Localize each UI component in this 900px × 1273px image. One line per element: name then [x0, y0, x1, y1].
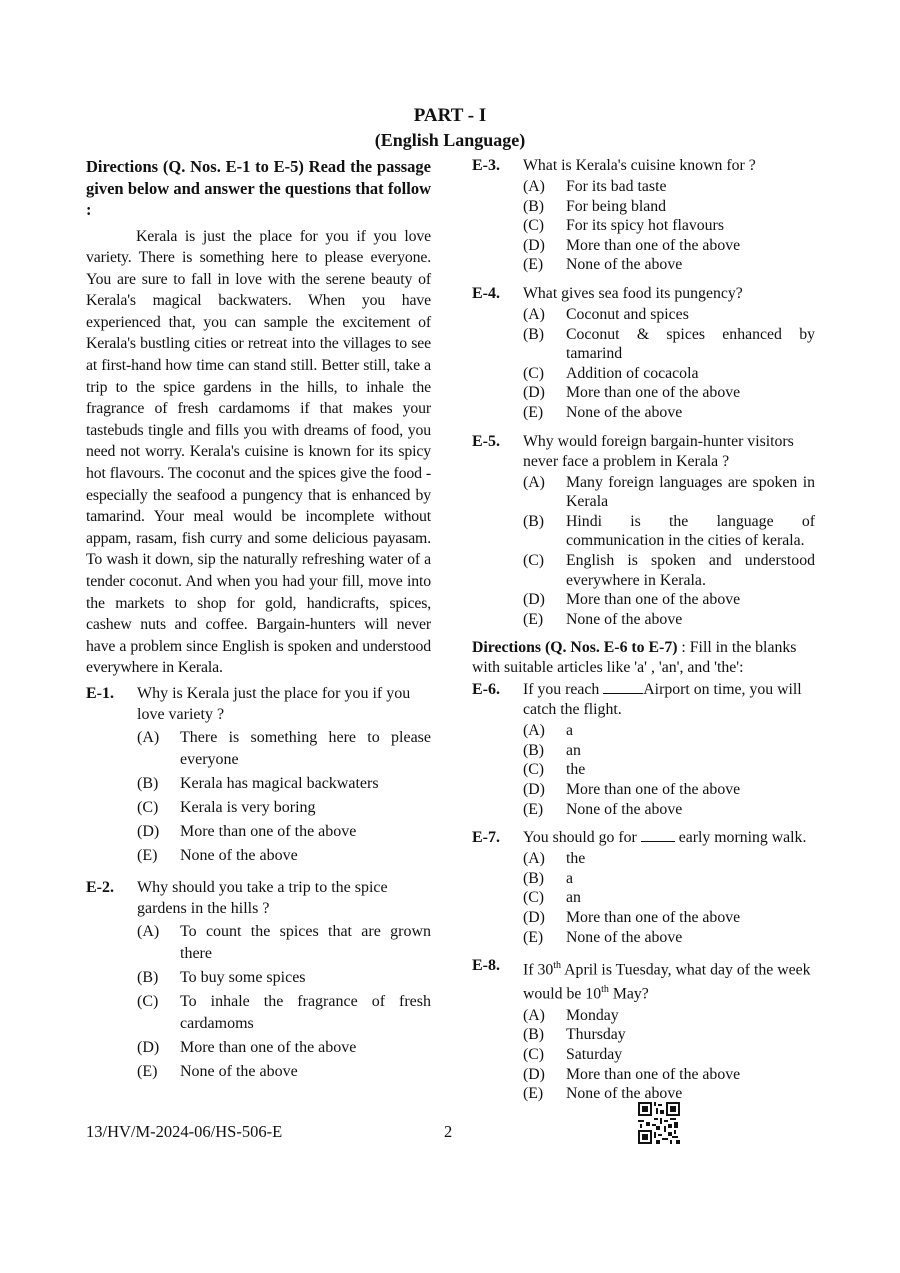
option-d — [137, 821, 431, 843]
option-label: (D) — [523, 236, 545, 254]
option-text: More than one of the above — [180, 822, 357, 840]
question-e-3 — [472, 156, 815, 275]
option-a — [523, 305, 815, 325]
option-text: the — [566, 850, 586, 868]
question-text: What is Kerala's cuisine known for ? — [523, 157, 756, 174]
option-text: More than one of the above — [566, 1065, 741, 1083]
option-label: (B) — [523, 741, 545, 759]
question-e7 — [472, 828, 815, 947]
option-b — [137, 773, 431, 795]
option-text: Addition of cocacola — [566, 364, 699, 382]
option-text: a — [566, 869, 574, 887]
option-text: None of the above — [566, 1085, 683, 1103]
option-label: (A) — [523, 473, 545, 491]
option-label: (C) — [523, 364, 545, 382]
option-text: To buy some spices — [180, 968, 306, 986]
option-label: (B) — [137, 968, 159, 986]
option-d — [523, 1065, 815, 1085]
option-text: an — [566, 889, 581, 907]
option-label: (E) — [523, 403, 544, 421]
option-text: None of the above — [566, 610, 683, 628]
directions-articles-bold: Directions (Q. Nos. E-6 to E-7) — [472, 639, 678, 657]
option-label: (D) — [523, 1065, 545, 1083]
option-text: To inhale the fragrance of fresh cardamoms — [180, 992, 431, 1032]
question-number: E-1. — [86, 684, 114, 702]
left-questions — [86, 683, 431, 1083]
passage-text: Kerala is just the place for you if you love variety. There is something here to please everyone. You are sure to fall in love with the serene beauty of Kerala's magical backwaters. When you have experienced that, you can sample the excitement of Kerala's bustling cities or retreat into the villages to see at first-hand how time can stand still. Better still, take a trip to the spice gardens in the hills, to inhale the fragrance of fresh cardamoms if that makes your tastebuds tingle and fills you with dreams of food, you need not worry. Kerala's cuisine is known for its spicy hot flavours. The coconut and the spices give the food - especially the seafood a pungency that is enhanced by tamarind. Your meal would be incomplete without appam, rasam, fish curry and some delicious payasam. To wash it down, sip the naturally refreshing water of a tender coconut. And when you had your fill, move into the markets to shop for gold, handicrafts, spices, cashew nuts and coffee. Bargain-hunters will never have a problem since English is spoken and understood everywhere in Kerala. — [86, 227, 431, 677]
question-text: What gives sea food its pungency? — [523, 284, 743, 302]
question-text: Why should you take a trip to the spice gardens in the hills ? — [137, 878, 388, 918]
option-b — [523, 512, 815, 551]
option-text: Many foreign languages are spoken in Kerala — [566, 473, 815, 511]
option-d — [523, 780, 815, 800]
option-text: the — [566, 761, 586, 779]
option-text: None of the above — [180, 846, 298, 864]
reading-passage — [86, 226, 431, 679]
question-number: E-5. — [472, 432, 500, 450]
option-c — [137, 991, 431, 1035]
options-list — [137, 921, 431, 1083]
option-c — [523, 364, 815, 384]
question-number: E-2. — [86, 878, 114, 896]
option-b — [523, 325, 815, 364]
option-b — [523, 1025, 815, 1045]
option-text: More than one of the above — [180, 1038, 357, 1056]
option-label: (E) — [523, 928, 544, 946]
option-a — [523, 849, 815, 869]
option-text: More than one of the above — [566, 384, 741, 402]
option-label: (E) — [523, 1085, 544, 1103]
blank-line — [641, 841, 675, 842]
option-e — [137, 845, 431, 867]
blank-line — [603, 693, 643, 694]
option-text: More than one of the above — [566, 591, 741, 609]
option-text: an — [566, 741, 581, 759]
option-text: Coconut & spices enhanced by tamarind — [566, 325, 815, 363]
option-label: (B) — [523, 512, 545, 530]
option-text: English is spoken and understood everywhere in Kerala. — [566, 551, 815, 589]
page-number: 2 — [444, 1122, 453, 1141]
option-label: (A) — [137, 728, 160, 746]
option-label: (B) — [137, 774, 159, 792]
question-number: E-4. — [472, 284, 500, 302]
option-d — [523, 383, 815, 403]
option-c — [137, 797, 431, 819]
options-list — [523, 721, 815, 819]
option-text: Kerala is very boring — [180, 798, 316, 816]
option-text: More than one of the above — [566, 781, 741, 799]
option-text: For its bad taste — [566, 178, 667, 195]
paper-code: 13/HV/M-2024-06/HS-506-E — [86, 1122, 283, 1141]
option-e — [523, 610, 815, 630]
option-e — [523, 928, 815, 948]
option-label: (E) — [523, 800, 544, 818]
option-d — [137, 1037, 431, 1059]
right-questions-group — [472, 156, 815, 629]
question-text: Why is Kerala just the place for you if you love variety ? — [137, 684, 411, 724]
option-text: None of the above — [566, 256, 683, 274]
option-text: Thursday — [566, 1026, 626, 1044]
options-list — [523, 849, 815, 947]
option-c — [523, 551, 815, 590]
option-a — [523, 473, 815, 512]
option-text: Coconut and spices — [566, 305, 689, 323]
option-text: Saturday — [566, 1045, 623, 1063]
option-text: None of the above — [180, 1062, 298, 1080]
question-number: E-8. — [472, 957, 500, 975]
option-text: None of the above — [566, 800, 683, 818]
option-c — [523, 1045, 815, 1065]
option-label: (C) — [523, 889, 545, 907]
question-text: If 30th April is Tuesday, what day of the week would be 10th May? — [523, 960, 811, 1003]
question-text: Why would foreign bargain-hunter visitors never face a problem in Kerala ? — [523, 432, 794, 470]
option-label: (A) — [523, 1006, 545, 1024]
right-column — [472, 156, 815, 1104]
qr-code-icon — [638, 1102, 680, 1144]
option-label: (C) — [523, 217, 545, 235]
directions-articles — [472, 638, 815, 678]
option-e — [523, 255, 815, 275]
option-d — [523, 236, 815, 256]
page-header — [0, 104, 900, 152]
option-label: (B) — [523, 325, 545, 343]
option-label: (A) — [523, 850, 545, 868]
question-number: E-3. — [472, 157, 500, 174]
option-text: None of the above — [566, 403, 683, 421]
part-subtitle: (English Language) — [374, 130, 526, 150]
option-c — [523, 216, 815, 236]
option-d — [523, 590, 815, 610]
options-list — [523, 177, 815, 275]
question-number: E-7. — [472, 829, 500, 847]
option-text: For being bland — [566, 197, 667, 215]
options-list — [523, 305, 815, 423]
question-e6 — [472, 680, 815, 819]
question-e-1 — [86, 683, 431, 867]
option-label: (D) — [523, 781, 545, 799]
option-text: Monday — [566, 1006, 619, 1024]
question-text: You should go for early morning walk. — [523, 829, 807, 847]
option-e — [523, 800, 815, 820]
option-text: a — [566, 722, 574, 740]
option-label: (E) — [137, 846, 158, 864]
option-label: (C) — [137, 992, 159, 1010]
option-b — [523, 869, 815, 889]
option-b — [523, 197, 815, 217]
option-a — [137, 921, 431, 965]
option-label: (C) — [523, 761, 545, 779]
option-label: (D) — [523, 909, 545, 927]
option-label: (B) — [523, 197, 545, 215]
option-label: (C) — [137, 798, 159, 816]
question-e-2 — [86, 877, 431, 1083]
option-label: (C) — [523, 1045, 545, 1063]
option-label: (A) — [523, 178, 545, 195]
option-text: There is something here to please everyone — [180, 728, 431, 768]
option-label: (A) — [523, 722, 545, 740]
option-text: More than one of the above — [566, 909, 741, 927]
option-a — [137, 727, 431, 771]
directions-passage: Directions (Q. Nos. E-1 to E-5) Read the passage given below and answer the questions that follow : — [86, 157, 431, 219]
option-label: (B) — [523, 1026, 545, 1044]
option-d — [523, 908, 815, 928]
options-list — [523, 1006, 815, 1104]
left-column — [86, 156, 431, 1085]
option-e — [523, 1084, 815, 1104]
question-e8 — [472, 956, 815, 1104]
option-text: More than one of the above — [566, 236, 741, 254]
option-c — [523, 760, 815, 780]
option-a — [523, 177, 815, 197]
option-label: (A) — [523, 305, 545, 323]
option-label: (A) — [137, 922, 160, 940]
question-number: E-6. — [472, 681, 500, 699]
option-label: (D) — [523, 591, 545, 609]
option-e — [523, 403, 815, 423]
options-list — [523, 473, 815, 630]
options-list — [137, 727, 431, 867]
option-b — [523, 741, 815, 761]
question-text: If you reach Airport on time, you will catch the flight. — [523, 681, 802, 719]
option-label: (C) — [523, 551, 545, 569]
option-text: Kerala has magical backwaters — [180, 774, 379, 792]
question-e-4 — [472, 284, 815, 423]
option-label: (B) — [523, 869, 545, 887]
option-c — [523, 888, 815, 908]
option-label: (D) — [523, 384, 545, 402]
option-a — [523, 721, 815, 741]
option-text: None of the above — [566, 928, 683, 946]
option-text: For its spicy hot flavours — [566, 217, 724, 235]
option-label: (E) — [523, 610, 544, 628]
option-text: To count the spices that are grown there — [180, 922, 431, 962]
option-a — [523, 1006, 815, 1026]
part-title: PART - I — [413, 105, 487, 126]
option-label: (D) — [137, 1038, 160, 1056]
option-e — [137, 1061, 431, 1083]
option-label: (E) — [137, 1062, 158, 1080]
option-label: (D) — [137, 822, 160, 840]
option-b — [137, 967, 431, 989]
option-text: Hindi is the language of communication in the cities of kerala. — [566, 512, 815, 550]
question-e-5 — [472, 432, 815, 630]
option-label: (E) — [523, 256, 544, 274]
directions-articles-rest: : Fill in the blanks with suitable articles like 'a' , 'an', and 'the': — [472, 639, 797, 677]
